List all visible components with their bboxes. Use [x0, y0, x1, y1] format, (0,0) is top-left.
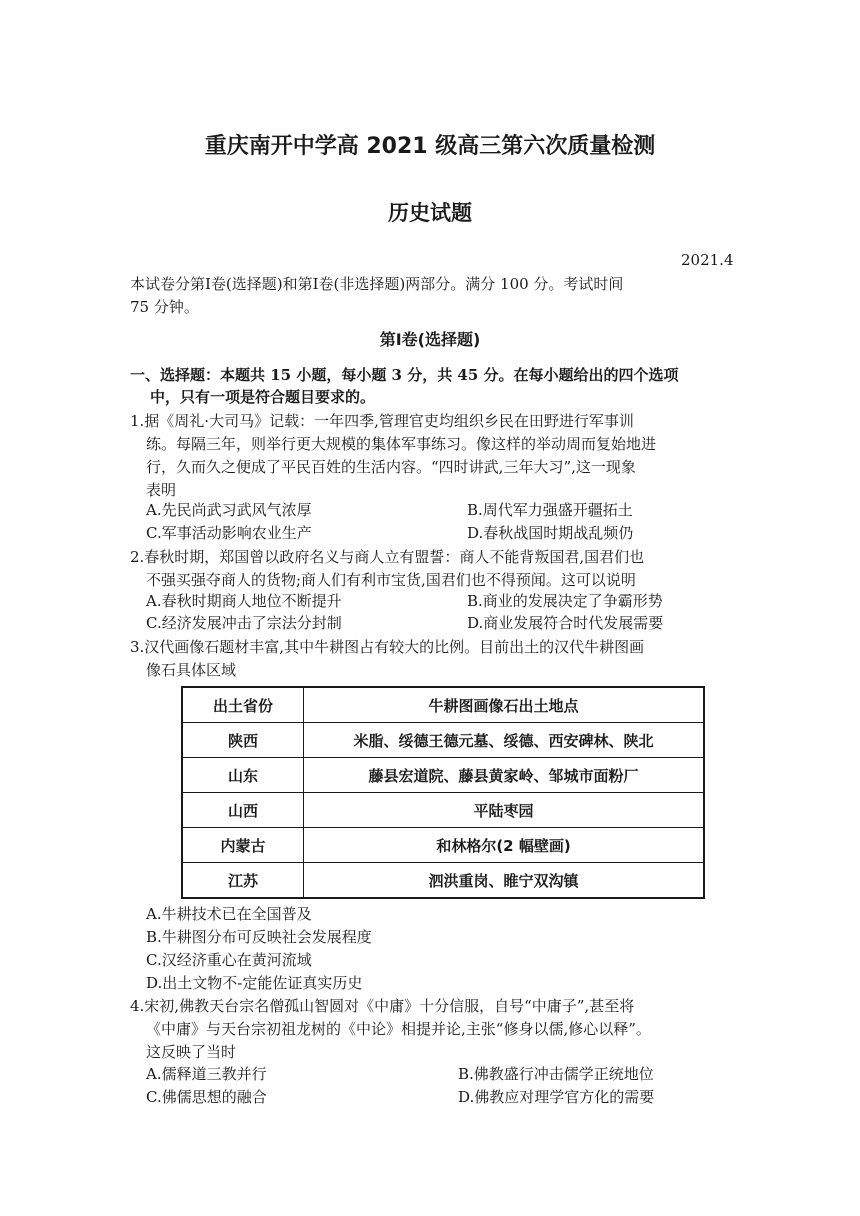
q2-option-d: D.商业发展符合时代发展需要	[467, 614, 664, 632]
table-row	[182, 828, 704, 863]
q2-stem-line: 2.春秋时期，郑国曾以政府名义与商人立有盟誓：商人不能背叛国君,国君们也	[130, 548, 645, 566]
q1-option-b: B.周代军力强盛开疆拓土	[467, 501, 633, 519]
exam-title: 重庆南开中学高 2021 级高三第六次质量检测	[204, 134, 656, 159]
q2-option-c: C.经济发展冲击了宗法分封制	[146, 614, 342, 632]
table-row	[182, 863, 704, 899]
q2-option-a: A.春秋时期商人地位不断提升	[146, 592, 342, 610]
q1-stem-line: 表明	[146, 481, 177, 499]
table-cell-province: 山东	[182, 758, 304, 793]
table-cell-sites: 泗洪重岗、睢宁双沟镇	[304, 863, 705, 899]
table-cell-sites: 和林格尔(2 幅壁画)	[304, 828, 705, 863]
table-row	[182, 758, 704, 793]
q1-option-c: C.军事活动影响农业生产	[146, 524, 312, 542]
q4-stem-line: 4.宋初,佛教天台宗名僧孤山智圆对《中庸》十分信服，自号“中庸子”,甚至将	[130, 997, 635, 1015]
table-cell-province: 陕西	[182, 723, 304, 758]
q2-option-b: B.商业的发展决定了争霸形势	[467, 592, 663, 610]
q1-stem-line: 行，久而久之便成了平民百姓的生活内容。“四时讲武,三年大习”,这一现象	[146, 458, 636, 476]
q3-option-b: B.牛耕图分布可反映社会发展程度	[146, 928, 372, 946]
instructions-line-2: 中，只有一项是符合题目要求的。	[150, 388, 376, 406]
table-cell-sites: 藤县宏道院、藤县黄家岭、邹城市面粉厂	[304, 758, 705, 793]
table-header-row	[182, 687, 704, 723]
q1-option-a: A.先民尚武习武风气浓厚	[146, 501, 312, 519]
q4-option-c: C.佛儒思想的融合	[146, 1088, 267, 1106]
q4-option-d: D.佛教应对理学官方化的需要	[458, 1088, 655, 1106]
table-cell-sites: 平陆枣园	[304, 793, 705, 828]
section-title: 第Ⅰ卷(选择题)	[379, 330, 481, 349]
q4-option-b: B.佛教盛行冲击儒学正统地位	[458, 1065, 654, 1083]
intro-line-1: 本试卷分第Ⅰ卷(选择题)和第Ⅰ卷(非选择题)两部分。满分 100 分。考试时间	[130, 275, 624, 293]
q3-option-c: C.汉经济重心在黄河流域	[146, 951, 312, 969]
table-header-sites: 牛耕图画像石出土地点	[304, 687, 705, 723]
table-cell-province: 内蒙古	[182, 828, 304, 863]
q1-stem-line: 练。每隔三年，则举行更大规模的集体军事练习。像这样的举动周而复始地进	[146, 435, 657, 453]
q4-stem-line: 《中庸》与天台宗初祖龙树的《中论》相提并论,主张“修身以儒,修心以释”。	[146, 1020, 651, 1038]
intro-line-2: 75 分钟。	[130, 298, 199, 316]
q3-stem-line: 3.汉代画像石题材丰富,其中牛耕图占有较大的比例。目前出土的汉代牛耕图画	[130, 638, 645, 656]
table-cell-province: 山西	[182, 793, 304, 828]
subject-title: 历史试题	[388, 201, 472, 225]
exam-date: 2021.4	[681, 251, 734, 269]
excavation-table	[181, 686, 705, 899]
q1-stem-line: 1.据《周礼·大司马》记载：一年四季,管理官吏均组织乡民在田野进行军事训	[130, 412, 634, 430]
table-header-province: 出土省份	[182, 687, 304, 723]
table-cell-province: 江苏	[182, 863, 304, 899]
q1-option-d: D.春秋战国时期战乱频仍	[467, 524, 634, 542]
table-cell-sites: 米脂、绥德王德元墓、绥德、西安碑林、陕北	[304, 723, 705, 758]
q2-stem-line: 不强买强夺商人的货物;商人们有利市宝货,国君们也不得预闻。这可以说明	[146, 571, 636, 589]
q3-stem-line: 像石具体区域	[146, 661, 237, 679]
q3-option-d: D.出土文物不-定能佐证真实历史	[146, 974, 363, 992]
instructions-line-1: 一、选择题：本题共 15 小题，每小题 3 分，共 45 分。在每小题给出的四个选项	[130, 366, 679, 384]
table-row	[182, 723, 704, 758]
q4-stem-line: 这反映了当时	[146, 1043, 237, 1061]
table-row	[182, 793, 704, 828]
q4-option-a: A.儒释道三教并行	[146, 1065, 267, 1083]
q3-option-a: A.牛耕技术已在全国普及	[146, 905, 312, 923]
